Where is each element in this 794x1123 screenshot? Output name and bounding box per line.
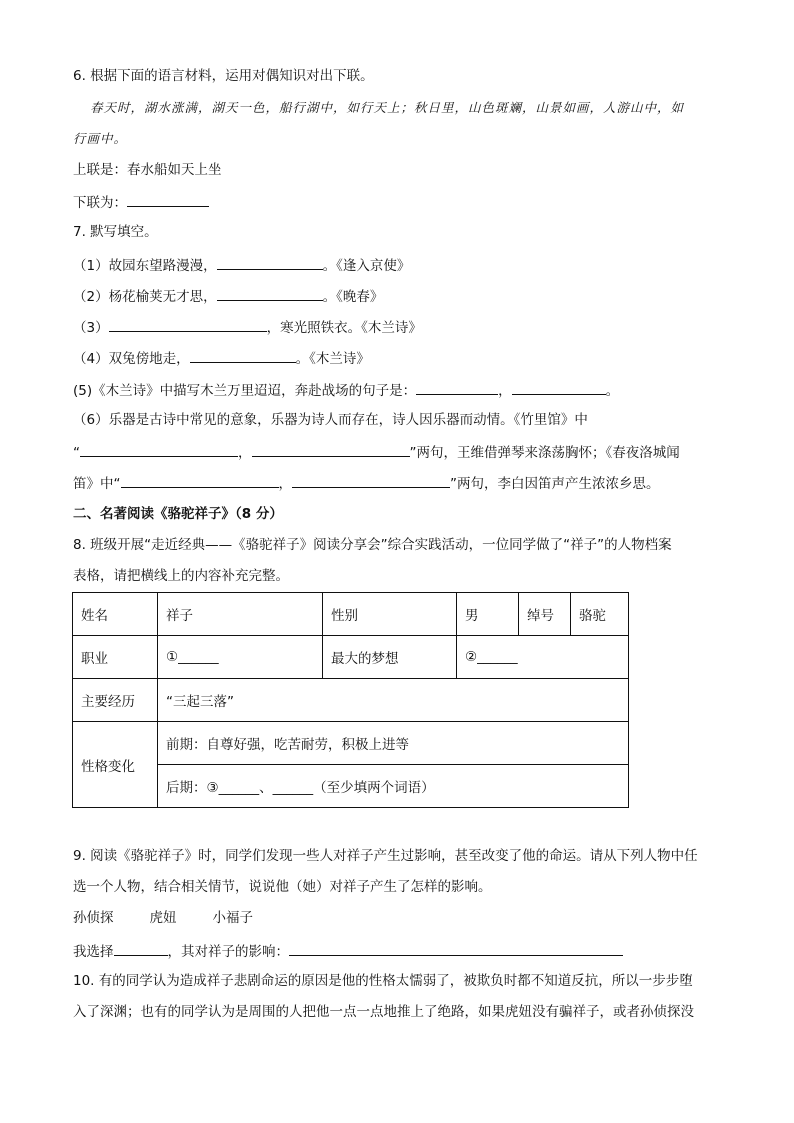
q7-item6-line3-text: ”两句，李白因笛声产生浓浓乡思。 <box>450 476 660 492</box>
answer-blank[interactable] <box>217 285 323 301</box>
answer-blank[interactable] <box>512 379 606 395</box>
q7-item6-line1: （6）乐器是古诗中常见的意象，乐器为诗人而存在，诗人因乐器而动情。《竹里馆》中 <box>73 412 588 428</box>
q7-item6-line3-pre: 笛》中“ <box>73 476 121 492</box>
q7-item6-comma: ， <box>278 476 292 492</box>
q7-item4 <box>73 347 370 369</box>
answer-blank[interactable] <box>190 347 296 363</box>
character-label: 性格变化 <box>73 722 158 808</box>
choice-item: 虎妞 <box>149 910 177 926</box>
q8-prompt-line2: 表格，请把横线上的内容补充完整。 <box>73 568 289 584</box>
q7-item4-source: 。《木兰诗》 <box>295 351 370 367</box>
q7-item6-line2-text: ”两句，王维借弹琴来涤荡胸怀；《春夜洛城闻 <box>409 445 680 461</box>
q7-item3 <box>73 316 422 338</box>
q7-item2-text: （2）杨花榆荚无才思， <box>73 289 217 305</box>
q7-item6-line2 <box>73 441 680 463</box>
q10-line1: 10. 有的同学认为造成祥子悲剧命运的原因是他的性格太懦弱了，被欺负时都不知道反抗，所以一步步堕 <box>73 973 693 989</box>
q6-material-line2: 行画中。 <box>73 131 128 146</box>
q9-answer <box>73 940 623 962</box>
answer-blank[interactable] <box>121 472 279 488</box>
table-row <box>73 636 629 679</box>
q7-item5-comma: ， <box>498 383 512 399</box>
answer-blank[interactable] <box>292 472 450 488</box>
dream-label: 最大的梦想 <box>323 636 457 679</box>
gender-label: 性别 <box>323 593 457 636</box>
experience-value: “三起三落” <box>158 679 629 722</box>
q8-prompt-line1: 8. 班级开展“走近经典——《骆驼祥子》阅读分享会”综合实践活动，一位同学做了“祥子”的人物档案 <box>73 537 672 553</box>
q7-item3-source: ，寒光照铁衣。《木兰诗》 <box>266 320 422 336</box>
q7-item5-text: (5)《木兰诗》中描写木兰万里迢迢，奔赴战场的句子是： <box>73 383 417 399</box>
table-row <box>73 679 629 722</box>
name-label: 姓名 <box>73 593 158 636</box>
character-profile-table <box>72 592 629 808</box>
q6-prompt: 6. 根据下面的语言材料，运用对偶知识对出下联。 <box>73 68 374 84</box>
q7-item4-text: （4）双兔傍地走， <box>73 351 190 367</box>
q7-item5-end: 。 <box>605 383 620 399</box>
q6-lower-couplet <box>73 191 209 213</box>
q7-item2 <box>73 285 383 307</box>
job-value[interactable]: ①______ <box>158 636 323 679</box>
character-late[interactable]: 后期：③______、______（至少填两个词语） <box>158 765 629 808</box>
answer-blank[interactable] <box>109 316 267 332</box>
q7-item1 <box>73 254 410 276</box>
experience-label: 主要经历 <box>73 679 158 722</box>
answer-blank[interactable] <box>80 441 238 457</box>
answer-blank[interactable] <box>114 940 168 956</box>
q7-item5 <box>73 379 619 401</box>
q10-line2: 入了深渊；也有的同学认为是周围的人把他一点一点地推上了绝路，如果虎妞没有骗祥子，或者孙侦探没 <box>73 1004 694 1020</box>
gender-value: 男 <box>457 593 519 636</box>
q9-answer-pre: 我选择 <box>73 944 114 960</box>
character-early: 前期：自尊好强，吃苦耐劳，积极上进等 <box>158 722 629 765</box>
q7-item1-text: （1）故园东望路漫漫， <box>73 258 217 274</box>
q6-upper-couplet: 上联是：春水船如天上坐 <box>73 162 222 178</box>
q7-item6-line3 <box>73 472 660 494</box>
table-row <box>73 593 629 636</box>
dream-value[interactable]: ②______ <box>457 636 629 679</box>
q7-item3-text: （3） <box>73 320 109 336</box>
answer-blank[interactable] <box>127 191 209 207</box>
name-value: 祥子 <box>158 593 323 636</box>
answer-blank[interactable] <box>217 254 323 270</box>
q7-item2-source: 。《晚春》 <box>322 289 384 305</box>
answer-blank[interactable] <box>416 379 498 395</box>
job-label: 职业 <box>73 636 158 679</box>
q6-lower-label: 下联为： <box>73 195 127 211</box>
q7-item6-open-quote: “ <box>73 445 80 461</box>
nickname-label: 绰号 <box>519 593 571 636</box>
q9-choices <box>73 908 289 928</box>
answer-blank[interactable] <box>252 441 410 457</box>
choice-item: 孙侦探 <box>73 910 114 926</box>
q9-prompt-line1: 9. 阅读《骆驼祥子》时，同学们发现一些人对祥子产生过影响，甚至改变了他的命运。请从下列人物中任 <box>73 848 698 864</box>
section-heading: 二、名著阅读《骆驼祥子》（8 分） <box>73 506 283 522</box>
q6-material-line1: 春天时，湖水涨满，湖天一色，船行湖中，如行天上；秋日里，山色斑斓，山景如画，人游山中，如 <box>90 100 685 115</box>
nickname-value: 骆驼 <box>571 593 629 636</box>
q7-item1-source: 。《逢入京使》 <box>322 258 411 274</box>
q9-prompt-line2: 选一个人物，结合相关情节，说说他（她）对祥子产生了怎样的影响。 <box>73 879 492 895</box>
table-row <box>73 722 629 765</box>
q7-prompt: 7. 默写填空。 <box>73 224 158 240</box>
answer-blank[interactable] <box>289 940 623 956</box>
q7-item6-comma: ， <box>238 445 252 461</box>
q9-answer-mid: ，其对祥子的影响： <box>167 944 289 960</box>
choice-item: 小福子 <box>212 910 253 926</box>
